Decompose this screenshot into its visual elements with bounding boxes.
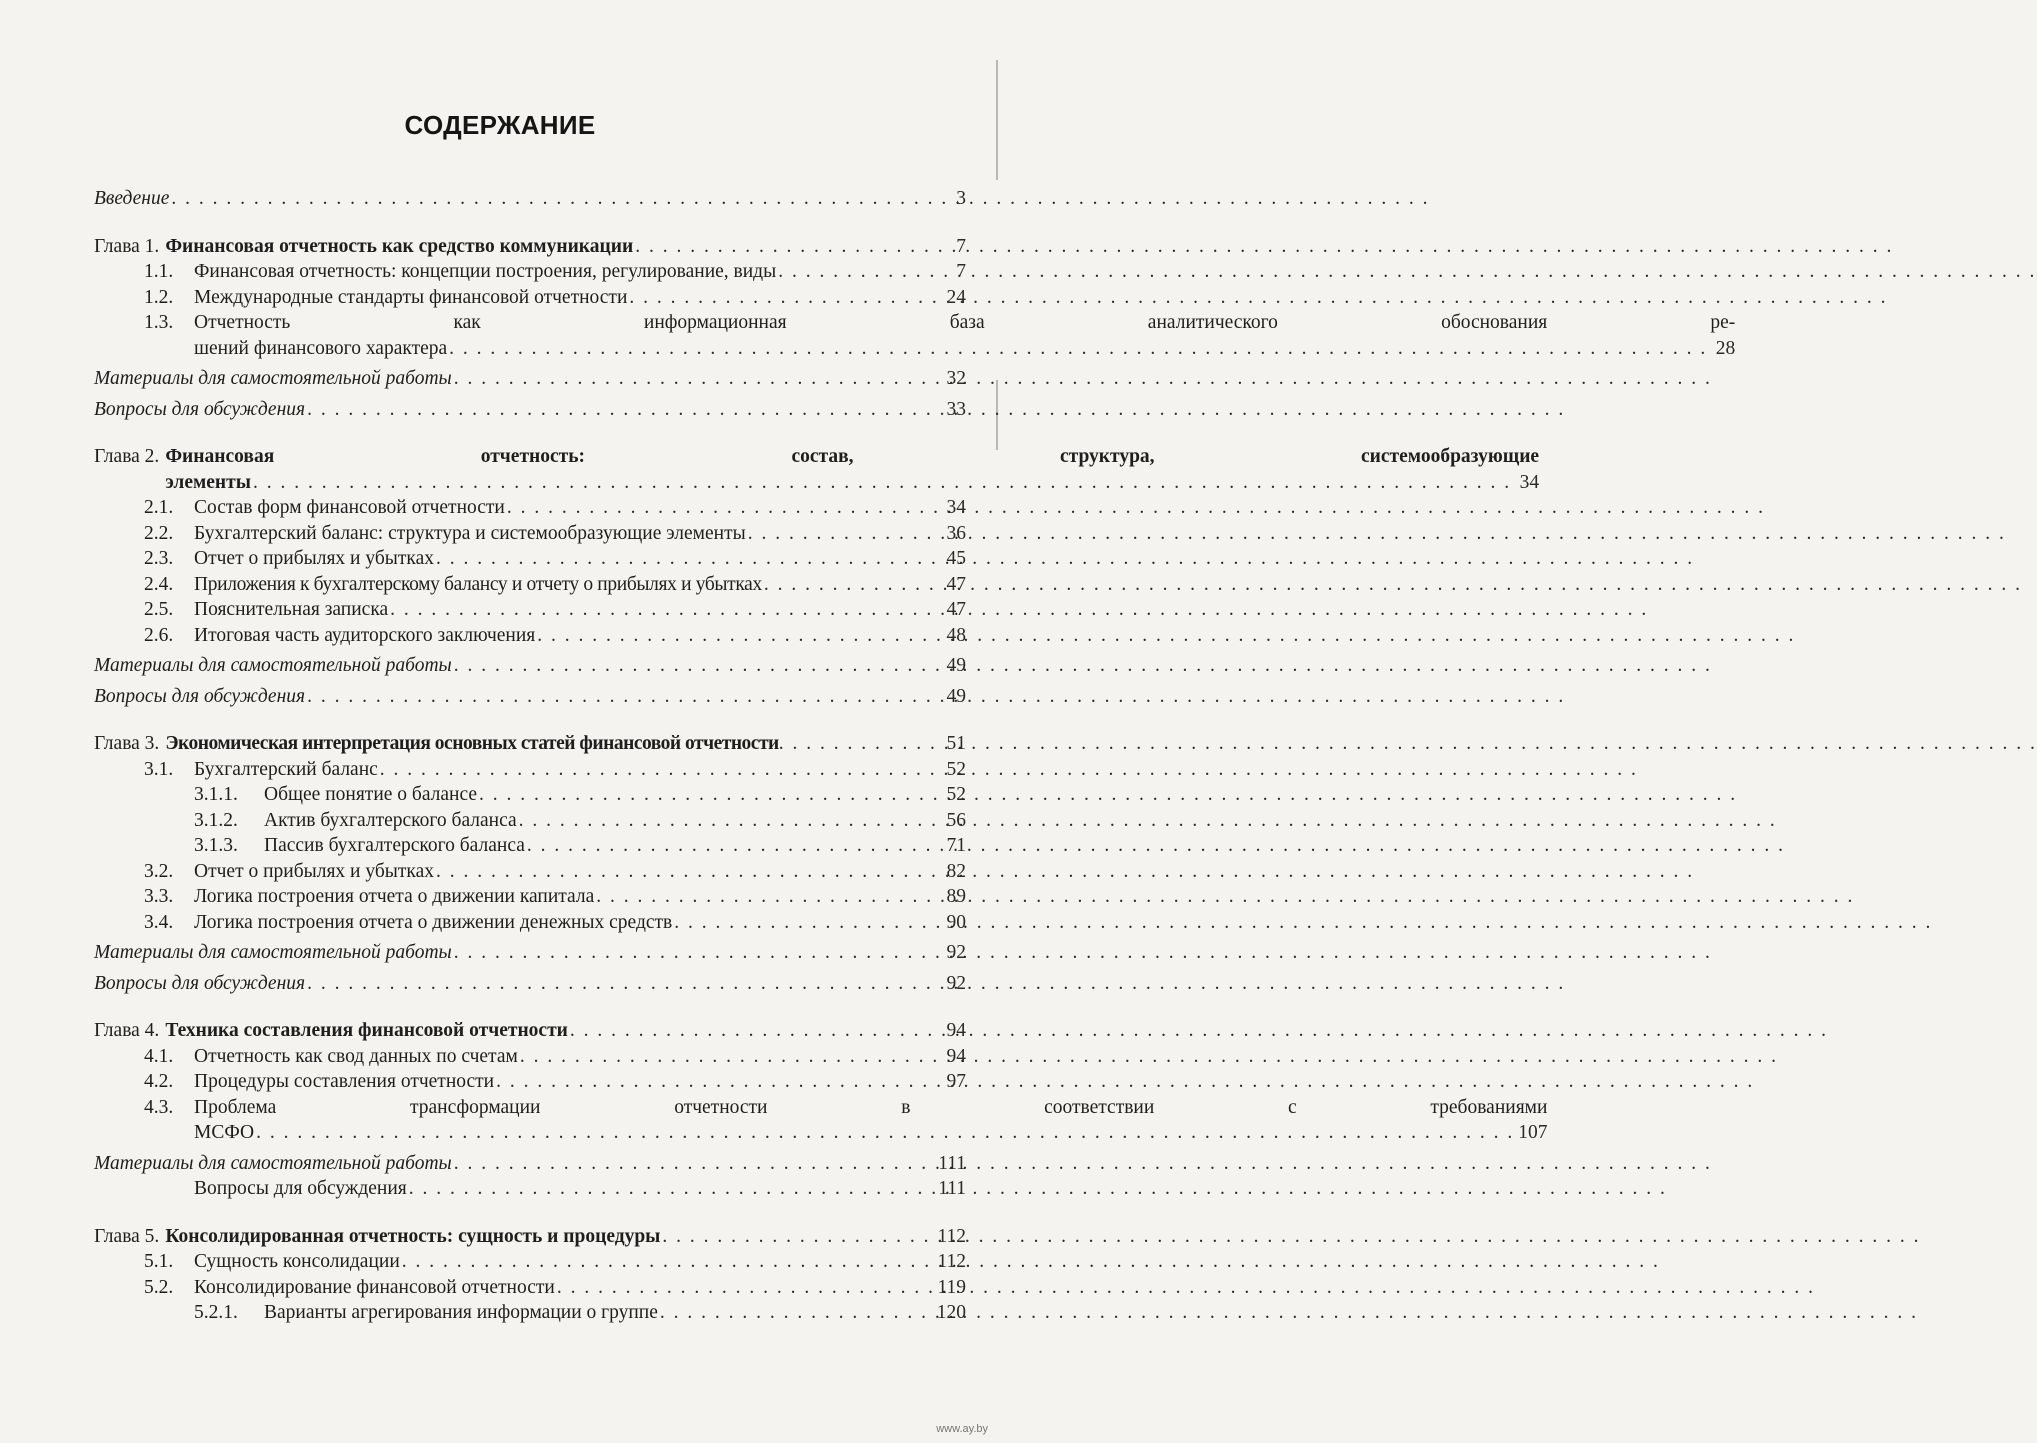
chapter-title-line-2-row	[165, 470, 1539, 496]
section-title: Итоговая часть аудиторского заключения	[194, 624, 536, 646]
section-title: Процедуры составления отчетности	[194, 1071, 495, 1092]
toc-entry-title: Введение	[94, 188, 170, 209]
toc-page-number: 51	[946, 733, 966, 754]
toc-section-2-6[interactable]	[94, 623, 966, 649]
section-title: Международные стандарты финансовой отчетности	[194, 286, 628, 308]
toc-page-number: 119	[937, 1276, 966, 1298]
toc-materials-3[interactable]	[94, 940, 966, 966]
section-number: 4.3.	[144, 1096, 174, 1118]
materials-title: Материалы для самостоятельной работы	[94, 942, 452, 963]
section-number: 4.2.	[144, 1071, 174, 1092]
toc-page-number: 112	[937, 1225, 966, 1247]
subsection-number: 5.2.1.	[194, 1302, 238, 1323]
leader-dots	[380, 757, 938, 783]
leader-dots	[436, 859, 938, 885]
toc-page-number: 92	[946, 942, 966, 963]
toc-page-number: 34	[1519, 471, 1540, 493]
toc-page-number: 7	[956, 261, 966, 282]
materials-title: Материалы для самостоятельной работы	[94, 368, 452, 389]
questions-title: Вопросы для обсуждения	[94, 398, 306, 420]
toc-section-2-2[interactable]	[94, 521, 966, 547]
toc-chapter-5[interactable]	[94, 1224, 966, 1250]
section-number: 1.2.	[144, 286, 174, 308]
toc-section-1-1[interactable]	[94, 259, 966, 285]
toc-page-number: 107	[1518, 1122, 1548, 1143]
section-number: 2.3.	[144, 548, 174, 569]
leader-dots	[436, 546, 938, 572]
leader-dots	[660, 1300, 933, 1326]
toc-section-4-2[interactable]	[94, 1069, 966, 1095]
section-title: Отчетность как свод данных по счетам	[194, 1045, 518, 1067]
section-number: 5.2.	[144, 1276, 174, 1298]
toc-page-number: 52	[946, 758, 966, 780]
subsection-title: Общее понятие о балансе	[264, 784, 478, 805]
leader-dots	[307, 971, 938, 997]
page-title: СОДЕРЖАНИЕ	[404, 110, 596, 140]
section-number: 3.3.	[144, 886, 174, 907]
section-number: 5.1.	[144, 1251, 174, 1272]
leader-dots	[570, 1018, 938, 1044]
toc-section-3-3[interactable]	[94, 884, 966, 910]
toc-chapter-1[interactable]	[94, 234, 966, 260]
chapter-title: Экономическая интерпретация основных статей финансовой отчетности	[165, 733, 779, 754]
questions-title: Вопросы для обсуждения	[194, 1178, 407, 1199]
toc-page-number: 24	[946, 286, 966, 308]
section-number: 1.1.	[144, 261, 174, 282]
toc-page-number: 36	[946, 522, 966, 544]
section-number: 2.5.	[144, 599, 174, 620]
toc-page-number: 71	[946, 835, 966, 856]
toc-page-number: 45	[946, 548, 966, 569]
subsection-title: Актив бухгалтерского баланса	[264, 809, 517, 831]
section-title-line-1: Отчетность как информационная база аналитического обоснования ре-	[194, 312, 1736, 333]
leader-dots	[748, 521, 938, 547]
subsection-number: 3.1.2.	[194, 809, 238, 831]
toc-page-number: 94	[946, 1020, 966, 1041]
toc-questions-1[interactable]	[94, 397, 966, 423]
toc-page-number: 49	[946, 685, 966, 707]
section-number: 3.2.	[144, 860, 174, 882]
leader-dots	[496, 1069, 938, 1095]
leader-dots	[390, 597, 938, 623]
leader-dots	[537, 623, 938, 649]
section-number: 2.6.	[144, 624, 174, 646]
leader-dots	[449, 336, 1707, 362]
toc-page-number: 94	[946, 1045, 966, 1067]
subsection-number: 3.1.1.	[194, 784, 238, 805]
toc-page-number: 97	[946, 1071, 966, 1092]
chapter-title-line-1: Финансовая отчетность: состав, структура, системообразующие	[165, 446, 1540, 467]
leader-dots	[662, 1224, 933, 1250]
leader-dots	[520, 1044, 938, 1070]
chapter-number: Глава 1.	[94, 235, 160, 257]
questions-title: Вопросы для обсуждения	[94, 972, 306, 994]
section-title: Пояснительная записка	[194, 599, 389, 620]
section-title-line-2-row	[194, 336, 1735, 362]
section-number: 3.4.	[144, 911, 174, 933]
leader-dots	[307, 684, 938, 710]
section-title-line-1: Проблема трансформации отчетности в соответствии с требованиями	[194, 1096, 1548, 1118]
leader-dots	[778, 259, 938, 285]
section-title: Приложения к бухгалтерскому балансу и отчету о прибылях и убытках	[194, 573, 762, 595]
section-title: Сущность консолидации	[194, 1251, 400, 1272]
toc-section-4-3[interactable]	[94, 1095, 1548, 1146]
leader-dots	[454, 1151, 934, 1177]
section-title: Состав форм финансовой отчетности	[194, 497, 505, 518]
section-body	[194, 310, 1735, 361]
leader-dots	[454, 366, 938, 392]
subsection-number: 3.1.3.	[194, 835, 238, 856]
leader-dots	[402, 1249, 934, 1275]
toc-section-5-1[interactable]	[94, 1249, 966, 1275]
toc-page-number: 47	[946, 573, 966, 595]
leader-dots	[779, 731, 940, 757]
toc-page-number: 33	[946, 398, 966, 420]
toc-page-number: 111	[938, 1152, 966, 1174]
materials-title: Материалы для самостоятельной работы	[94, 655, 452, 676]
watermark-text: www.ay.by	[936, 1423, 988, 1435]
section-title: Финансовая отчетность: концепции построения, регулирование, виды	[194, 261, 777, 282]
toc-section-2-4[interactable]	[94, 572, 966, 598]
leader-dots	[557, 1275, 934, 1301]
toc-section-4-1[interactable]	[94, 1044, 966, 1070]
leader-dots	[479, 782, 938, 808]
toc-entry-intro[interactable]	[94, 186, 966, 212]
toc-section-2-3[interactable]	[94, 546, 966, 572]
leader-dots	[527, 833, 938, 859]
toc-subsection-3-1-2[interactable]	[94, 808, 966, 834]
toc-page-number: 48	[946, 624, 966, 646]
toc-questions-2[interactable]	[94, 684, 966, 710]
leader-dots	[171, 186, 938, 212]
section-title-line-2: шений финансового характера	[194, 337, 448, 359]
toc-section-3-2[interactable]	[94, 859, 966, 885]
leader-dots	[307, 397, 938, 423]
chapter-title: Финансовая отчетность как средство коммуникации	[165, 235, 634, 257]
leader-dots	[596, 884, 938, 910]
toc-questions-3[interactable]	[94, 971, 966, 997]
leader-dots	[256, 1120, 1514, 1146]
toc-page-number: 112	[937, 1251, 966, 1272]
toc-page-number: 7	[956, 235, 966, 257]
toc-chapter-4[interactable]	[94, 1018, 966, 1044]
leader-dots	[454, 940, 938, 966]
section-title-line-2-row	[194, 1120, 1547, 1146]
leader-dots	[409, 1176, 934, 1202]
toc-page-number: 90	[946, 911, 966, 933]
toc-page-number: 82	[946, 860, 966, 882]
leader-dots	[764, 572, 938, 598]
toc-section-2-5[interactable]	[94, 597, 966, 623]
subsection-title: Варианты агрегирования информации о группе	[264, 1302, 658, 1323]
toc-subsection-5-2-1[interactable]	[94, 1300, 966, 1326]
section-number: 2.4.	[144, 573, 174, 595]
toc-section-1-2[interactable]	[94, 285, 966, 311]
toc-page-number: 28	[1715, 337, 1736, 359]
toc-page-number: 32	[946, 368, 966, 389]
section-body	[194, 1095, 1547, 1146]
leader-dots	[629, 285, 938, 311]
toc-section-3-4[interactable]	[94, 910, 966, 936]
toc-section-3-1[interactable]	[94, 757, 966, 783]
section-title: Консолидирование финансовой отчетности	[194, 1276, 555, 1298]
section-title: Отчет о прибылях и убытках	[194, 860, 434, 882]
section-number: 4.1.	[144, 1045, 174, 1067]
toc-section-5-2[interactable]	[94, 1275, 966, 1301]
section-number: 1.3.	[144, 312, 174, 333]
toc-section-2-1[interactable]	[94, 495, 966, 521]
toc-page-number: 52	[946, 784, 966, 805]
subsection-title: Пассив бухгалтерского баланса	[264, 835, 525, 856]
toc-chapter-2[interactable]	[94, 444, 1540, 495]
chapter-number: Глава 3.	[94, 733, 160, 754]
toc-page-number: 92	[946, 972, 966, 994]
chapter-title: Техника составления финансовой отчетности	[165, 1020, 568, 1041]
toc-chapter-3[interactable]	[94, 731, 966, 757]
chapter-number: Глава 5.	[94, 1225, 160, 1247]
toc-page-number: 3	[956, 188, 966, 209]
toc-materials-1[interactable]	[94, 366, 966, 392]
toc-materials-2[interactable]	[94, 653, 966, 679]
section-title: Бухгалтерский баланс	[194, 758, 378, 780]
section-title: Логика построения отчета о движении денежных средств	[194, 911, 673, 933]
toc-page-number: 120	[936, 1302, 966, 1323]
section-title-line-2: МСФО	[194, 1122, 255, 1143]
questions-title: Вопросы для обсуждения	[94, 685, 306, 707]
section-title: Отчет о прибылях и убытках	[194, 548, 434, 569]
leader-dots	[253, 470, 1511, 496]
chapter-title: Консолидированная отчетность: сущность и процедуры	[165, 1225, 661, 1247]
toc-questions-4[interactable]	[94, 1176, 966, 1202]
toc-page-number: 111	[938, 1178, 966, 1199]
leader-dots	[454, 653, 938, 679]
leader-dots	[674, 910, 938, 936]
chapter-body	[165, 444, 1539, 495]
materials-title: Материалы для самостоятельной работы	[94, 1152, 452, 1174]
toc-subsection-3-1-3[interactable]	[94, 833, 966, 859]
leader-dots	[519, 808, 938, 834]
toc-page-number: 47	[946, 599, 966, 620]
section-title: Логика построения отчета о движении капитала	[194, 886, 595, 907]
table-of-contents	[94, 186, 1736, 1326]
leader-dots	[635, 234, 938, 260]
chapter-number: Глава 2.	[94, 446, 160, 467]
section-title: Бухгалтерский баланс: структура и системообразующие элементы	[194, 522, 746, 544]
toc-page-number: 49	[946, 655, 966, 676]
toc-page-number: 89	[946, 886, 966, 907]
toc-subsection-3-1-1[interactable]	[94, 782, 966, 808]
section-number: 2.1.	[144, 497, 174, 518]
chapter-title-line-2: элементы	[165, 471, 251, 493]
toc-materials-4[interactable]	[94, 1151, 966, 1177]
leader-dots	[507, 495, 938, 521]
toc-page-number: 34	[946, 497, 966, 518]
toc-section-1-3[interactable]	[94, 310, 1736, 361]
toc-page-number: 56	[946, 809, 966, 831]
section-number: 3.1.	[144, 758, 174, 780]
section-number: 2.2.	[144, 522, 174, 544]
chapter-number: Глава 4.	[94, 1020, 160, 1041]
